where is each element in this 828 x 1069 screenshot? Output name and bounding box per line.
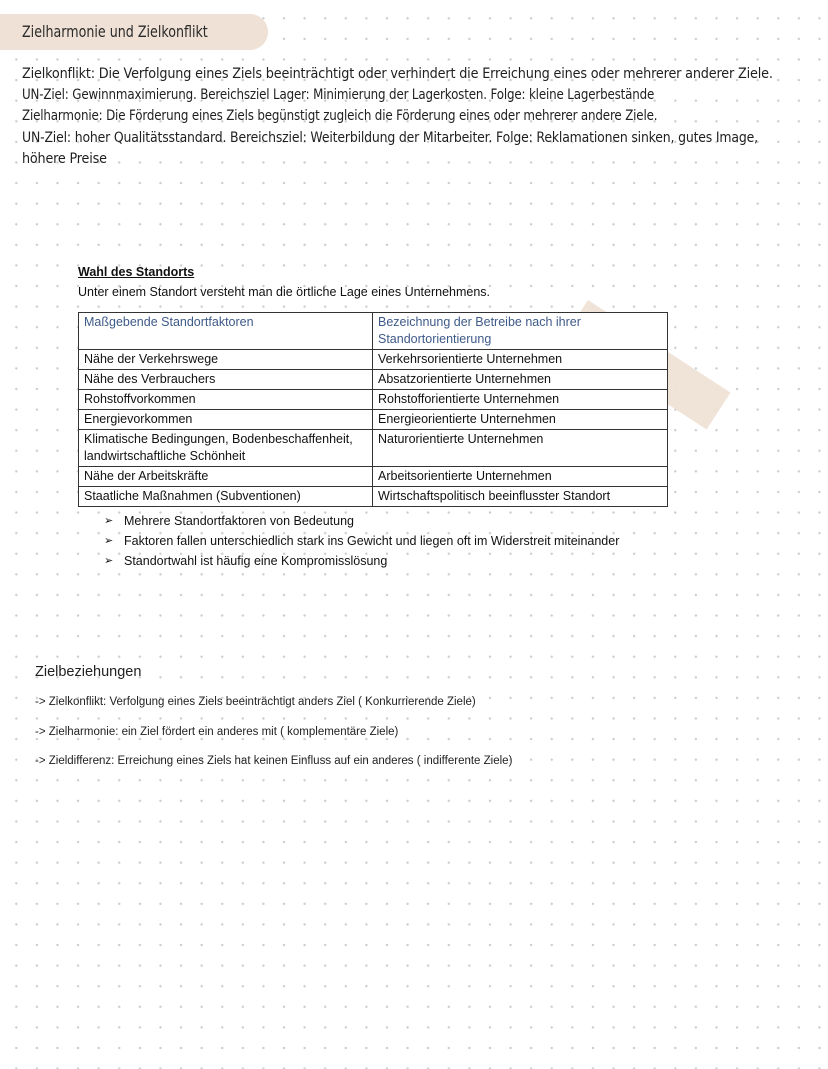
table-cell: Wirtschaftspolitisch beeinflusster Standort bbox=[373, 487, 668, 507]
table-header-row bbox=[79, 313, 668, 350]
table-cell: Rohstoffvorkommen bbox=[79, 390, 373, 410]
table-cell: Absatzorientierte Unternehmen bbox=[373, 370, 668, 390]
table-row bbox=[79, 487, 668, 507]
list-item bbox=[104, 512, 619, 532]
section-heading-zielbeziehungen: Zielbeziehungen bbox=[35, 664, 142, 680]
page-title: Zielharmonie und Zielkonflikt bbox=[22, 22, 208, 41]
table-cell: Naturorientierte Unternehmen bbox=[373, 430, 668, 467]
table-header-cell: Maßgebende Standortfaktoren bbox=[79, 313, 373, 350]
note-line: UN-Ziel: Gewinnmaximierung. Bereichsziel Lager: Minimierung der Lagerkosten. Folge: kleine Lagerbestände bbox=[22, 87, 655, 103]
note-line: UN-Ziel: hoher Qualitätsstandard. Bereichsziel: Weiterbildung der Mitarbeiter. Folge: Reklamationen sinken, gutes Image, bbox=[22, 130, 758, 146]
table-cell: Rohstofforientierte Unternehmen bbox=[373, 390, 668, 410]
table-cell: Klimatische Bedingungen, Bodenbeschaffenheit, landwirtschaftliche Schönheit bbox=[79, 430, 373, 467]
list-item-text: Faktoren fallen unterschiedlich stark ins Gewicht und liegen oft im Widerstreit miteinander bbox=[124, 534, 620, 548]
table-row bbox=[79, 410, 668, 430]
table-cell: Nähe der Verkehrswege bbox=[79, 350, 373, 370]
zielbeziehung-line: -> Zielharmonie: ein Ziel fördert ein anderes mit ( komplementäre Ziele) bbox=[35, 726, 399, 738]
table-cell: Arbeitsorientierte Unternehmen bbox=[373, 467, 668, 487]
arrow-bullet-icon: ➢ bbox=[104, 535, 114, 547]
list-item-text: Mehrere Standortfaktoren von Bedeutung bbox=[124, 514, 355, 528]
table-row bbox=[79, 390, 668, 410]
note-line: Zielkonflikt: Die Verfolgung eines Ziels beeinträchtigt oder verhindert die Erreichung eines oder mehrerer anderer Ziele. bbox=[22, 66, 773, 82]
standortfaktoren-table bbox=[78, 312, 668, 507]
table-cell: Nähe der Arbeitskräfte bbox=[79, 467, 373, 487]
note-line: Zielharmonie: Die Förderung eines Ziels begünstigt zugleich die Förderung eines oder mehrerer andere Ziele. bbox=[22, 108, 658, 124]
list-item bbox=[104, 552, 619, 572]
table-cell: Energievorkommen bbox=[79, 410, 373, 430]
table-cell: Nähe des Verbrauchers bbox=[79, 370, 373, 390]
list-item-text: Standortwahl ist häufig eine Kompromisslösung bbox=[124, 554, 388, 568]
arrow-bullet-icon: ➢ bbox=[104, 555, 114, 567]
section-heading-standort: Wahl des Standorts bbox=[78, 265, 195, 279]
table-cell: Energieorientierte Unternehmen bbox=[373, 410, 668, 430]
table-row bbox=[79, 350, 668, 370]
table-cell: Staatliche Maßnahmen (Subventionen) bbox=[79, 487, 373, 507]
zielbeziehung-line: -> Zielkonflikt: Verfolgung eines Ziels beeinträchtigt anders Ziel ( Konkurrierende Ziele) bbox=[35, 696, 476, 708]
table-row bbox=[79, 467, 668, 487]
table-row bbox=[79, 370, 668, 390]
standort-bullet-list bbox=[104, 512, 619, 572]
table-header-cell: Bezeichnung der Betreibe nach ihrer Standortorientierung bbox=[373, 313, 668, 350]
note-line: höhere Preise bbox=[22, 151, 107, 167]
table-cell: Verkehrsorientierte Unternehmen bbox=[373, 350, 668, 370]
arrow-bullet-icon: ➢ bbox=[104, 515, 114, 527]
zielbeziehung-line: -> Zieldifferenz: Erreichung eines Ziels hat keinen Einfluss auf ein anderes ( indifferente Ziele) bbox=[35, 755, 513, 767]
list-item bbox=[104, 532, 619, 552]
standort-intro: Unter einem Standort versteht man die örtliche Lage eines Unternehmens. bbox=[78, 285, 491, 299]
table-row bbox=[79, 430, 668, 467]
